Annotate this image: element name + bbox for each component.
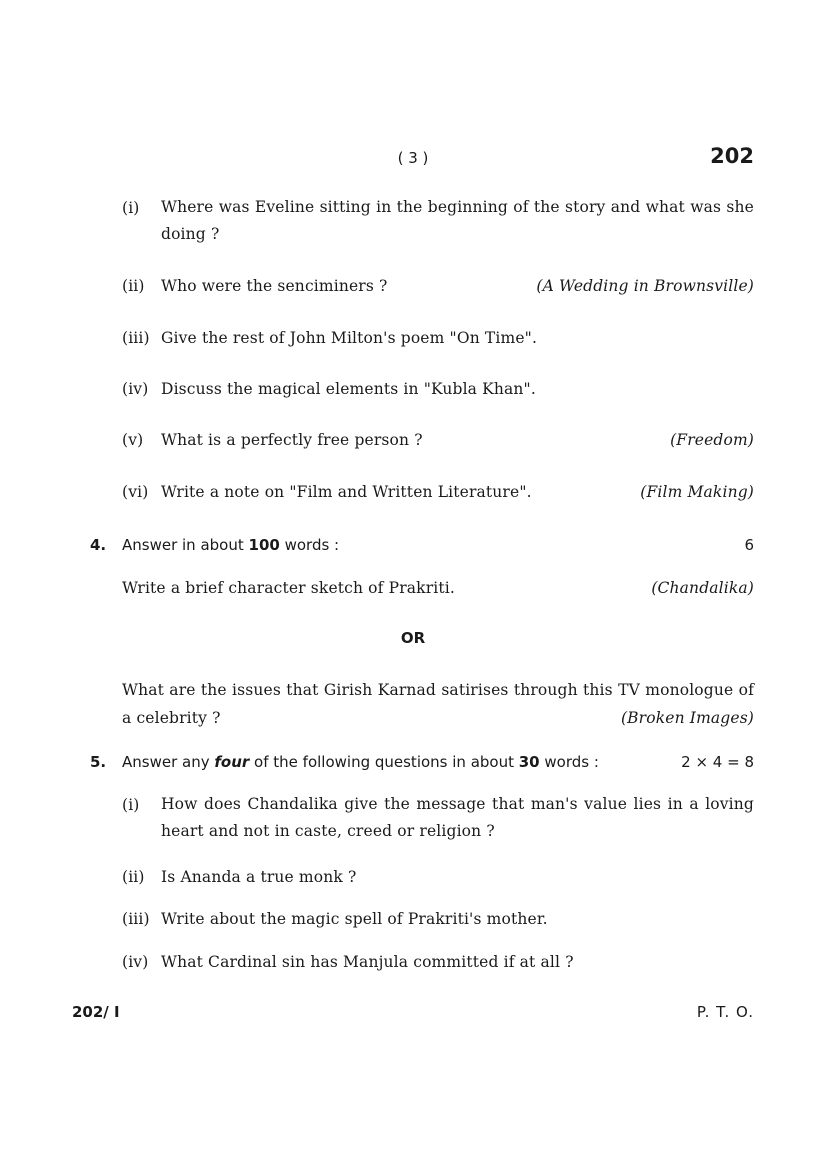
please-turn-over: P. T. O. bbox=[696, 1003, 754, 1021]
q3-item-iii-number: (iii) bbox=[122, 329, 150, 347]
or-separator: OR bbox=[400, 629, 426, 647]
q4-option-b-reference: (Broken Images) bbox=[620, 709, 754, 727]
q5-item-iii-number: (iii) bbox=[122, 910, 150, 928]
page-number: ( 3 ) bbox=[397, 149, 429, 167]
q3-item-ii-number: (ii) bbox=[122, 277, 145, 295]
q3-item-vi-number: (vi) bbox=[122, 483, 149, 501]
q3-item-iv-text: Discuss the magical elements in "Kubla Khan". bbox=[161, 380, 536, 398]
q3-item-vi-reference: (Film Making) bbox=[640, 483, 754, 501]
q3-item-iii-text: Give the rest of John Milton's poem "On Time". bbox=[161, 329, 538, 347]
q3-item-vi-text: Write a note on "Film and Written Literature". bbox=[161, 483, 532, 501]
q5-number: 5. bbox=[90, 753, 107, 771]
q3-item-iv-number: (iv) bbox=[122, 380, 149, 398]
q4-option-a-text: Write a brief character sketch of Prakriti. bbox=[122, 579, 455, 597]
q3-item-ii-reference: (A Wedding in Brownsville) bbox=[536, 277, 754, 295]
q3-item-i-number: (i) bbox=[122, 199, 140, 217]
q4-instruction: Answer in about 100 words : bbox=[122, 536, 340, 554]
q5-item-i-number: (i) bbox=[122, 796, 140, 814]
q4-option-b-text: What are the issues that Girish Karnad satirises through this TV monologue of a celebrity ? bbox=[122, 681, 754, 727]
paper-code: 202 bbox=[710, 144, 754, 168]
q4-marks: 6 bbox=[744, 536, 754, 554]
q5-instruction: Answer any four of the following questions in about 30 words : bbox=[122, 753, 599, 771]
q3-item-v-reference: (Freedom) bbox=[670, 431, 754, 449]
q5-item-i-text: How does Chandalika give the message that man's value lies in a loving heart and not in caste, creed or religion ? bbox=[161, 795, 754, 840]
q5-item-ii-text: Is Ananda a true monk ? bbox=[161, 868, 357, 886]
q3-item-v-text: What is a perfectly free person ? bbox=[161, 431, 423, 449]
q5-item-ii-number: (ii) bbox=[122, 868, 145, 886]
q4-number: 4. bbox=[90, 536, 107, 554]
q3-item-i-text: Where was Eveline sitting in the beginning of the story and what was she doing ? bbox=[161, 198, 754, 243]
footer-paper-code: 202/ I bbox=[72, 1003, 120, 1021]
q5-marks: 2 × 4 = 8 bbox=[681, 753, 754, 771]
q3-item-v-number: (v) bbox=[122, 431, 144, 449]
q5-item-iv-number: (iv) bbox=[122, 953, 149, 971]
q4-option-a-reference: (Chandalika) bbox=[651, 579, 754, 597]
q5-item-iv-text: What Cardinal sin has Manjula committed if at all ? bbox=[161, 953, 574, 971]
q5-item-iii-text: Write about the magic spell of Prakriti's mother. bbox=[161, 910, 548, 928]
q3-item-ii-text: Who were the senciminers ? bbox=[161, 277, 388, 295]
